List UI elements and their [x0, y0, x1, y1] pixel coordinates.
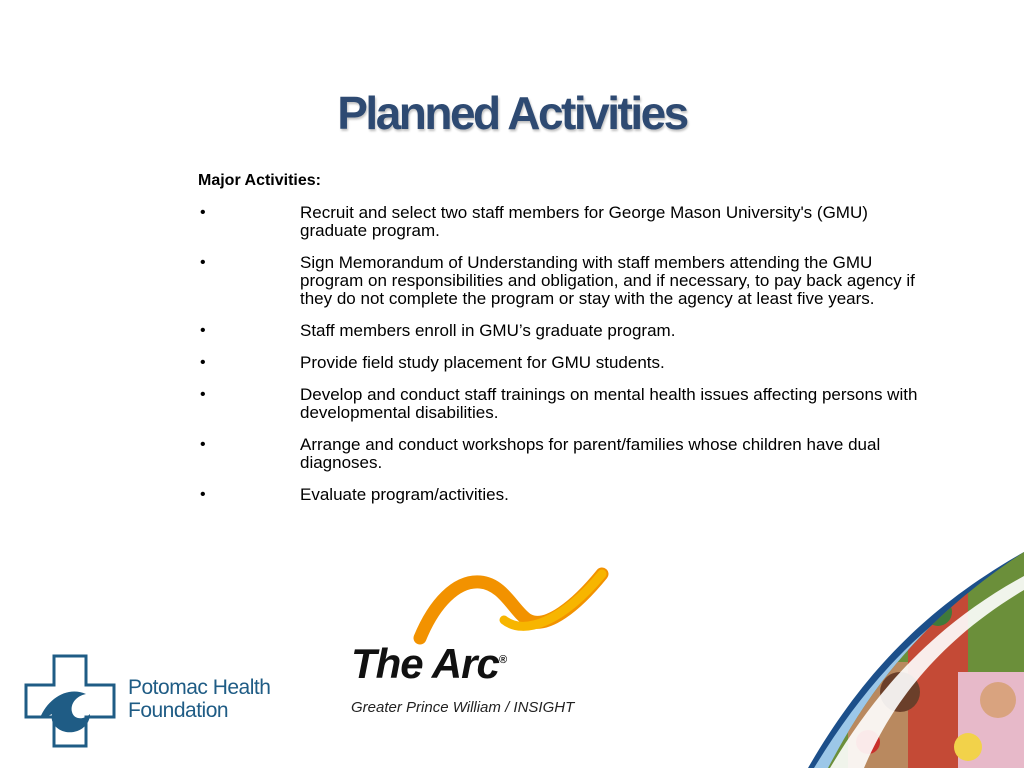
registered-mark: ® [498, 654, 506, 666]
photo-collage-image [808, 552, 1024, 768]
bullet: • [200, 436, 206, 453]
bullet: • [200, 386, 206, 403]
bullet: • [200, 486, 206, 503]
list-item-text: Provide field study placement for GMU students. [300, 353, 665, 372]
bullet: • [200, 354, 206, 371]
activities-section [198, 172, 918, 518]
bullet: • [200, 254, 206, 271]
list-item-text: Arrange and conduct workshops for parent/families whose children have dual diagnoses. [300, 435, 881, 472]
arc-name-text: The Arc [351, 640, 499, 687]
arc-subtitle: Greater Prince William / INSIGHT [351, 699, 575, 716]
section-heading: Major Activities: [198, 172, 321, 189]
phf-line-1: Potomac Health [128, 676, 271, 699]
list-item [198, 486, 918, 504]
the-arc-logo [348, 566, 610, 726]
list-item [198, 436, 918, 472]
potomac-health-foundation-logo [24, 654, 294, 750]
list-item-text: Sign Memorandum of Understanding with staff members attending the GMU program on responsibilities and obligation, and if necessary, to pay back agency if they do not complete the program or stay with the agency at least five years. [300, 253, 915, 308]
arc-wordmark [351, 640, 506, 688]
list-item-text: Recruit and select two staff members for George Mason University's (GMU) graduate program. [300, 203, 868, 240]
list-item-text: Evaluate program/activities. [300, 485, 509, 504]
cross-wave-icon [24, 654, 116, 748]
page-title: Planned Activities [337, 87, 687, 139]
list-item-text: Staff members enroll in GMU’s graduate program. [300, 321, 676, 340]
phf-line-2: Foundation [128, 699, 229, 722]
list-item [198, 386, 918, 422]
list-item-text: Develop and conduct staff trainings on mental health issues affecting persons with developmental disabilities. [300, 385, 918, 422]
list-item [198, 322, 918, 340]
bullet: • [200, 204, 206, 221]
list-item [198, 204, 918, 240]
arc-swoosh-icon [348, 566, 610, 650]
list-item [198, 254, 918, 308]
list-item [198, 354, 918, 372]
bullet: • [200, 322, 206, 339]
phf-wordmark [128, 676, 270, 722]
